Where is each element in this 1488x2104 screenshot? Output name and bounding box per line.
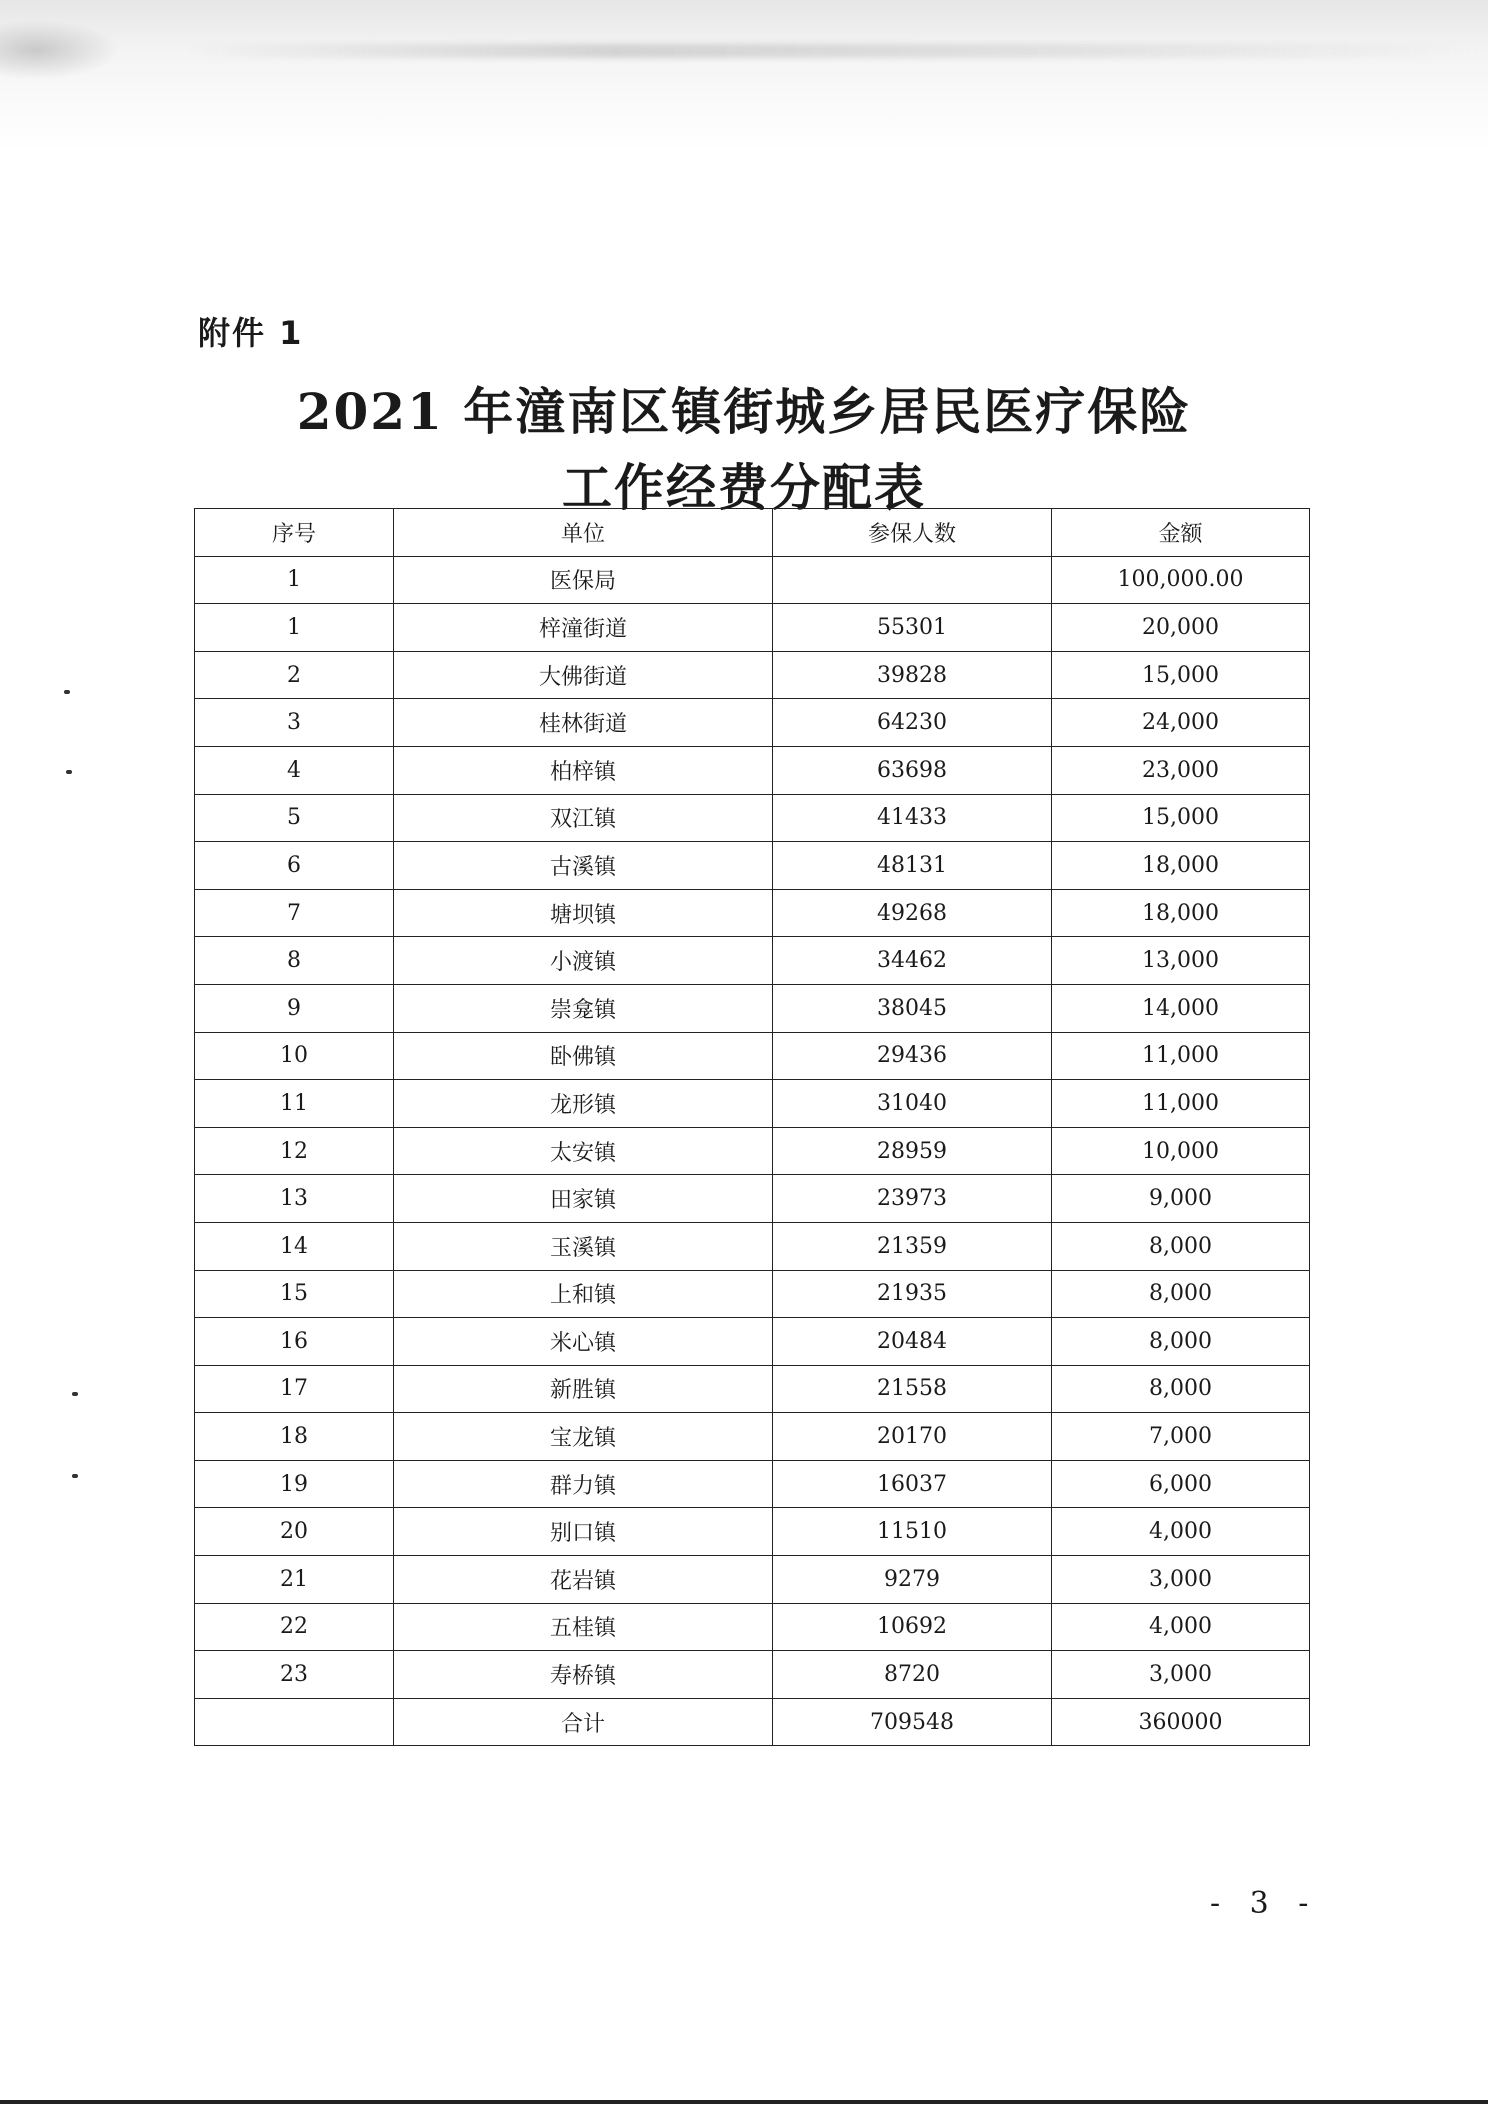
- table-row: [195, 984, 1310, 1032]
- cell-amount: 15,000: [1052, 794, 1310, 842]
- header-amount: 金额: [1052, 509, 1310, 557]
- cell-amount: 4,000: [1052, 1508, 1310, 1556]
- table-row: [195, 604, 1310, 652]
- cell-amount: 100,000.00: [1052, 556, 1310, 604]
- table-row: [195, 1603, 1310, 1651]
- table-row: [195, 937, 1310, 985]
- allocation-table: [194, 508, 1310, 1746]
- table-row: [195, 1032, 1310, 1080]
- cell-insured: 21359: [773, 1222, 1052, 1270]
- cell-serial: 8: [195, 937, 394, 985]
- attachment-label: 附件 1: [198, 314, 304, 352]
- total-amount: 360000: [1052, 1698, 1310, 1746]
- scan-streak: [180, 44, 1480, 58]
- scan-speck: [64, 690, 70, 694]
- cell-insured: 63698: [773, 746, 1052, 794]
- cell-insured: 49268: [773, 889, 1052, 937]
- cell-insured: 8720: [773, 1651, 1052, 1699]
- cell-amount: 8,000: [1052, 1318, 1310, 1366]
- cell-insured: 28959: [773, 1127, 1052, 1175]
- page-number: - 3 -: [1210, 1886, 1319, 1921]
- cell-insured: 11510: [773, 1508, 1052, 1556]
- cell-unit: 上和镇: [394, 1270, 773, 1318]
- cell-amount: 14,000: [1052, 984, 1310, 1032]
- cell-serial: 5: [195, 794, 394, 842]
- cell-serial: 22: [195, 1603, 394, 1651]
- cell-amount: 24,000: [1052, 699, 1310, 747]
- cell-insured: 31040: [773, 1080, 1052, 1128]
- cell-insured: 64230: [773, 699, 1052, 747]
- scan-speck: [72, 1392, 78, 1396]
- cell-unit: 米心镇: [394, 1318, 773, 1366]
- table-row: [195, 1318, 1310, 1366]
- cell-unit: 田家镇: [394, 1175, 773, 1223]
- cell-unit: 太安镇: [394, 1127, 773, 1175]
- cell-serial: 12: [195, 1127, 394, 1175]
- cell-serial: 16: [195, 1318, 394, 1366]
- cell-serial: 4: [195, 746, 394, 794]
- cell-serial: 23: [195, 1651, 394, 1699]
- cell-unit: 柏梓镇: [394, 746, 773, 794]
- cell-insured: 23973: [773, 1175, 1052, 1223]
- cell-amount: 11,000: [1052, 1080, 1310, 1128]
- cell-unit: 新胜镇: [394, 1365, 773, 1413]
- cell-unit: 塘坝镇: [394, 889, 773, 937]
- total-serial: [195, 1698, 394, 1746]
- cell-unit: 别口镇: [394, 1508, 773, 1556]
- cell-amount: 4,000: [1052, 1603, 1310, 1651]
- cell-amount: 15,000: [1052, 651, 1310, 699]
- cell-unit: 古溪镇: [394, 842, 773, 890]
- scan-bottom-edge: [0, 2100, 1488, 2104]
- cell-insured: 48131: [773, 842, 1052, 890]
- cell-serial: 11: [195, 1080, 394, 1128]
- cell-serial: 19: [195, 1460, 394, 1508]
- table-row: [195, 1460, 1310, 1508]
- cell-amount: 3,000: [1052, 1651, 1310, 1699]
- cell-insured: 20170: [773, 1413, 1052, 1461]
- cell-amount: 10,000: [1052, 1127, 1310, 1175]
- cell-insured: 10692: [773, 1603, 1052, 1651]
- cell-insured: 21935: [773, 1270, 1052, 1318]
- table-row: [195, 1175, 1310, 1223]
- cell-serial: 15: [195, 1270, 394, 1318]
- cell-insured: 41433: [773, 794, 1052, 842]
- cell-unit: 小渡镇: [394, 937, 773, 985]
- scan-shadow-top: [0, 0, 1488, 150]
- cell-serial: 6: [195, 842, 394, 890]
- scan-speck: [72, 1474, 78, 1478]
- scan-smudge: [0, 20, 120, 80]
- cell-serial: 1: [195, 604, 394, 652]
- table-row: [195, 1080, 1310, 1128]
- cell-insured: 29436: [773, 1032, 1052, 1080]
- cell-serial: 13: [195, 1175, 394, 1223]
- cell-amount: 3,000: [1052, 1556, 1310, 1604]
- table-row: [195, 1556, 1310, 1604]
- table-total-row: [195, 1698, 1310, 1746]
- document-title-line2: 工作经费分配表: [562, 458, 926, 517]
- table-row: [195, 842, 1310, 890]
- cell-insured: 55301: [773, 604, 1052, 652]
- cell-serial: 14: [195, 1222, 394, 1270]
- cell-unit: 医保局: [394, 556, 773, 604]
- cell-amount: 11,000: [1052, 1032, 1310, 1080]
- table-row: [195, 651, 1310, 699]
- total-label: 合计: [394, 1698, 773, 1746]
- cell-serial: 7: [195, 889, 394, 937]
- cell-insured: 16037: [773, 1460, 1052, 1508]
- cell-unit: 双江镇: [394, 794, 773, 842]
- cell-insured: 21558: [773, 1365, 1052, 1413]
- table-row: [195, 1651, 1310, 1699]
- cell-serial: 1: [195, 556, 394, 604]
- cell-serial: 20: [195, 1508, 394, 1556]
- cell-amount: 8,000: [1052, 1365, 1310, 1413]
- cell-amount: 20,000: [1052, 604, 1310, 652]
- table-row: [195, 556, 1310, 604]
- cell-amount: 18,000: [1052, 842, 1310, 890]
- cell-unit: 梓潼街道: [394, 604, 773, 652]
- header-unit: 单位: [394, 509, 773, 557]
- cell-serial: 17: [195, 1365, 394, 1413]
- cell-amount: 18,000: [1052, 889, 1310, 937]
- table-row: [195, 1127, 1310, 1175]
- cell-amount: 9,000: [1052, 1175, 1310, 1223]
- table-header-row: [195, 509, 1310, 557]
- header-insured-count: 参保人数: [773, 509, 1052, 557]
- cell-amount: 7,000: [1052, 1413, 1310, 1461]
- cell-unit: 花岩镇: [394, 1556, 773, 1604]
- cell-insured: 9279: [773, 1556, 1052, 1604]
- table-row: [195, 889, 1310, 937]
- cell-unit: 龙形镇: [394, 1080, 773, 1128]
- table-row: [195, 1270, 1310, 1318]
- cell-unit: 大佛街道: [394, 651, 773, 699]
- cell-amount: 8,000: [1052, 1222, 1310, 1270]
- total-insured: 709548: [773, 1698, 1052, 1746]
- cell-amount: 6,000: [1052, 1460, 1310, 1508]
- cell-insured: [773, 556, 1052, 604]
- cell-serial: 21: [195, 1556, 394, 1604]
- cell-unit: 崇龛镇: [394, 984, 773, 1032]
- table-row: [195, 746, 1310, 794]
- header-serial: 序号: [195, 509, 394, 557]
- cell-amount: 8,000: [1052, 1270, 1310, 1318]
- cell-insured: 20484: [773, 1318, 1052, 1366]
- cell-unit: 卧佛镇: [394, 1032, 773, 1080]
- cell-unit: 宝龙镇: [394, 1413, 773, 1461]
- cell-amount: 23,000: [1052, 746, 1310, 794]
- cell-serial: 9: [195, 984, 394, 1032]
- cell-unit: 群力镇: [394, 1460, 773, 1508]
- cell-serial: 18: [195, 1413, 394, 1461]
- table-row: [195, 794, 1310, 842]
- table-row: [195, 1365, 1310, 1413]
- table-row: [195, 699, 1310, 747]
- cell-serial: 10: [195, 1032, 394, 1080]
- scan-speck: [66, 770, 72, 774]
- cell-unit: 寿桥镇: [394, 1651, 773, 1699]
- cell-serial: 3: [195, 699, 394, 747]
- cell-unit: 桂林街道: [394, 699, 773, 747]
- document-title-line1: 2021 年潼南区镇街城乡居民医疗保险: [296, 382, 1192, 441]
- cell-insured: 38045: [773, 984, 1052, 1032]
- table-row: [195, 1222, 1310, 1270]
- cell-unit: 玉溪镇: [394, 1222, 773, 1270]
- table-row: [195, 1508, 1310, 1556]
- table-row: [195, 1413, 1310, 1461]
- cell-insured: 34462: [773, 937, 1052, 985]
- cell-insured: 39828: [773, 651, 1052, 699]
- cell-unit: 五桂镇: [394, 1603, 773, 1651]
- cell-amount: 13,000: [1052, 937, 1310, 985]
- cell-serial: 2: [195, 651, 394, 699]
